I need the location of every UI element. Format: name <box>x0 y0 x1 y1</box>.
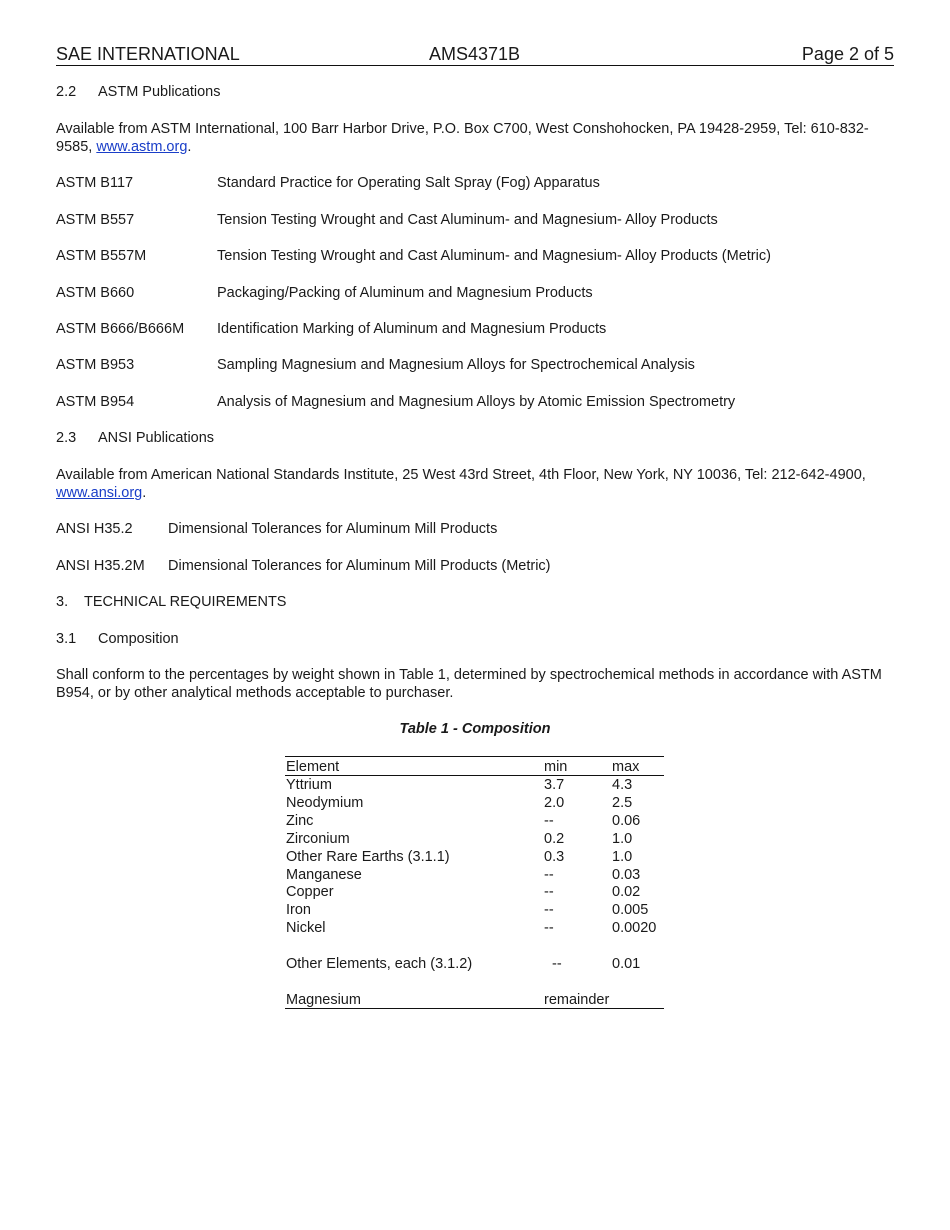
column-header-element: Element <box>286 759 340 775</box>
reference-description: Dimensional Tolerances for Aluminum Mill Products <box>168 521 498 537</box>
min-cell: -- <box>544 902 554 918</box>
max-cell: 0.02 <box>612 884 641 900</box>
reference-description: Packaging/Packing of Aluminum and Magnesium Products <box>217 285 593 301</box>
table-row-other-elements <box>285 955 664 973</box>
table-row <box>285 919 664 937</box>
reference-description: Identification Marking of Aluminum and Magnesium Products <box>217 321 607 337</box>
reference-code: ANSI H35.2M <box>56 558 145 574</box>
element-cell: Yttrium <box>286 777 332 793</box>
min-cell: 0.2 <box>544 831 565 847</box>
header-organization: SAE INTERNATIONAL <box>56 44 240 64</box>
reference-code: ASTM B557 <box>56 212 135 228</box>
astm-website-link[interactable]: www.astm.org <box>96 139 188 155</box>
table-row <box>285 830 664 848</box>
section-number: 3. <box>56 594 69 610</box>
composition-paragraph: Shall conform to the percentages by weight shown in Table 1, determined by spectrochemical methods in accordance with ASTM B954, or by other analytical methods acceptable to purchaser. <box>56 667 882 701</box>
section-number: 2.2 <box>56 84 77 100</box>
table-top-rule <box>285 756 664 757</box>
table-header-row <box>285 758 664 776</box>
max-cell: 0.01 <box>612 956 641 972</box>
max-cell: 0.06 <box>612 813 641 829</box>
ansi-availability-text: Available from American National Standards Institute, 25 West 43rd Street, 4th Floor, New York, NY 10036, Tel: 212-642-4900, <box>56 467 866 483</box>
min-cell: -- <box>544 867 554 883</box>
element-cell: Nickel <box>286 920 326 936</box>
section-title: Composition <box>98 631 179 647</box>
min-cell: -- <box>544 920 554 936</box>
max-cell: 0.0020 <box>612 920 657 936</box>
element-cell: Other Rare Earths (3.1.1) <box>286 849 450 865</box>
ansi-website-link[interactable]: www.ansi.org <box>56 485 143 501</box>
page-header <box>56 44 894 66</box>
reference-description: Standard Practice for Operating Salt Spray (Fog) Apparatus <box>217 175 600 191</box>
ansi-availability-period: . <box>142 485 147 501</box>
element-cell: Zinc <box>286 813 314 829</box>
section-title: TECHNICAL REQUIREMENTS <box>84 594 287 610</box>
min-cell: 3.7 <box>544 777 565 793</box>
table-row <box>285 794 664 812</box>
section-title: ANSI Publications <box>98 430 215 446</box>
min-cell: -- <box>544 884 554 900</box>
element-cell: Iron <box>286 902 311 918</box>
astm-availability-text: Available from ASTM International, 100 Barr Harbor Drive, P.O. Box C700, West Conshohocken, PA 19428-2959, Tel: 610-832-9585, <box>56 121 869 155</box>
section-title: ASTM Publications <box>98 84 221 100</box>
table-row <box>285 901 664 919</box>
element-cell: Magnesium <box>286 992 361 1008</box>
header-document-number: AMS4371B <box>429 44 521 64</box>
table-title: Table 1 - Composition <box>399 721 551 737</box>
max-cell: 0.03 <box>612 867 641 883</box>
element-cell: Manganese <box>286 867 362 883</box>
ansi-availability-paragraph <box>56 466 894 502</box>
max-cell: 0.005 <box>612 902 649 918</box>
element-cell: Other Elements, each (3.1.2) <box>286 956 473 972</box>
section-number: 3.1 <box>56 631 77 647</box>
reference-code: ASTM B660 <box>56 285 135 301</box>
column-header-min: min <box>544 759 568 775</box>
reference-code: ASTM B117 <box>56 175 134 191</box>
astm-availability-period: . <box>187 139 192 155</box>
reference-code: ASTM B666/B666M <box>56 321 185 337</box>
min-cell: -- <box>544 813 554 829</box>
min-cell: 0.3 <box>544 849 565 865</box>
astm-availability-paragraph <box>56 120 894 156</box>
table-bottom-rule <box>285 1008 664 1009</box>
reference-code: ASTM B557M <box>56 248 147 264</box>
reference-description: Dimensional Tolerances for Aluminum Mill Products (Metric) <box>168 558 551 574</box>
min-cell: 2.0 <box>544 795 565 811</box>
max-cell: 4.3 <box>612 777 633 793</box>
reference-code: ASTM B954 <box>56 394 135 410</box>
reference-code: ANSI H35.2 <box>56 521 133 537</box>
table-row <box>285 866 664 884</box>
reference-description: Analysis of Magnesium and Magnesium Alloys by Atomic Emission Spectrometry <box>217 394 736 410</box>
column-header-max: max <box>612 759 640 775</box>
reference-code: ASTM B953 <box>56 357 135 373</box>
reference-description: Tension Testing Wrought and Cast Aluminum- and Magnesium- Alloy Products (Metric) <box>217 248 771 264</box>
remainder-cell: remainder <box>544 992 610 1008</box>
min-cell: -- <box>552 956 562 972</box>
max-cell: 2.5 <box>612 795 633 811</box>
element-cell: Neodymium <box>286 795 364 811</box>
table-row <box>285 848 664 866</box>
element-cell: Zirconium <box>286 831 350 847</box>
table-row <box>285 776 664 794</box>
max-cell: 1.0 <box>612 849 633 865</box>
max-cell: 1.0 <box>612 831 633 847</box>
header-page-number: Page 2 of 5 <box>801 44 894 64</box>
reference-description: Sampling Magnesium and Magnesium Alloys for Spectrochemical Analysis <box>217 357 695 373</box>
table-row <box>285 883 664 901</box>
reference-description: Tension Testing Wrought and Cast Aluminum- and Magnesium- Alloy Products <box>217 212 718 228</box>
section-number: 2.3 <box>56 430 77 446</box>
table-row <box>285 812 664 830</box>
element-cell: Copper <box>286 884 334 900</box>
table-row-balance <box>285 991 664 1009</box>
